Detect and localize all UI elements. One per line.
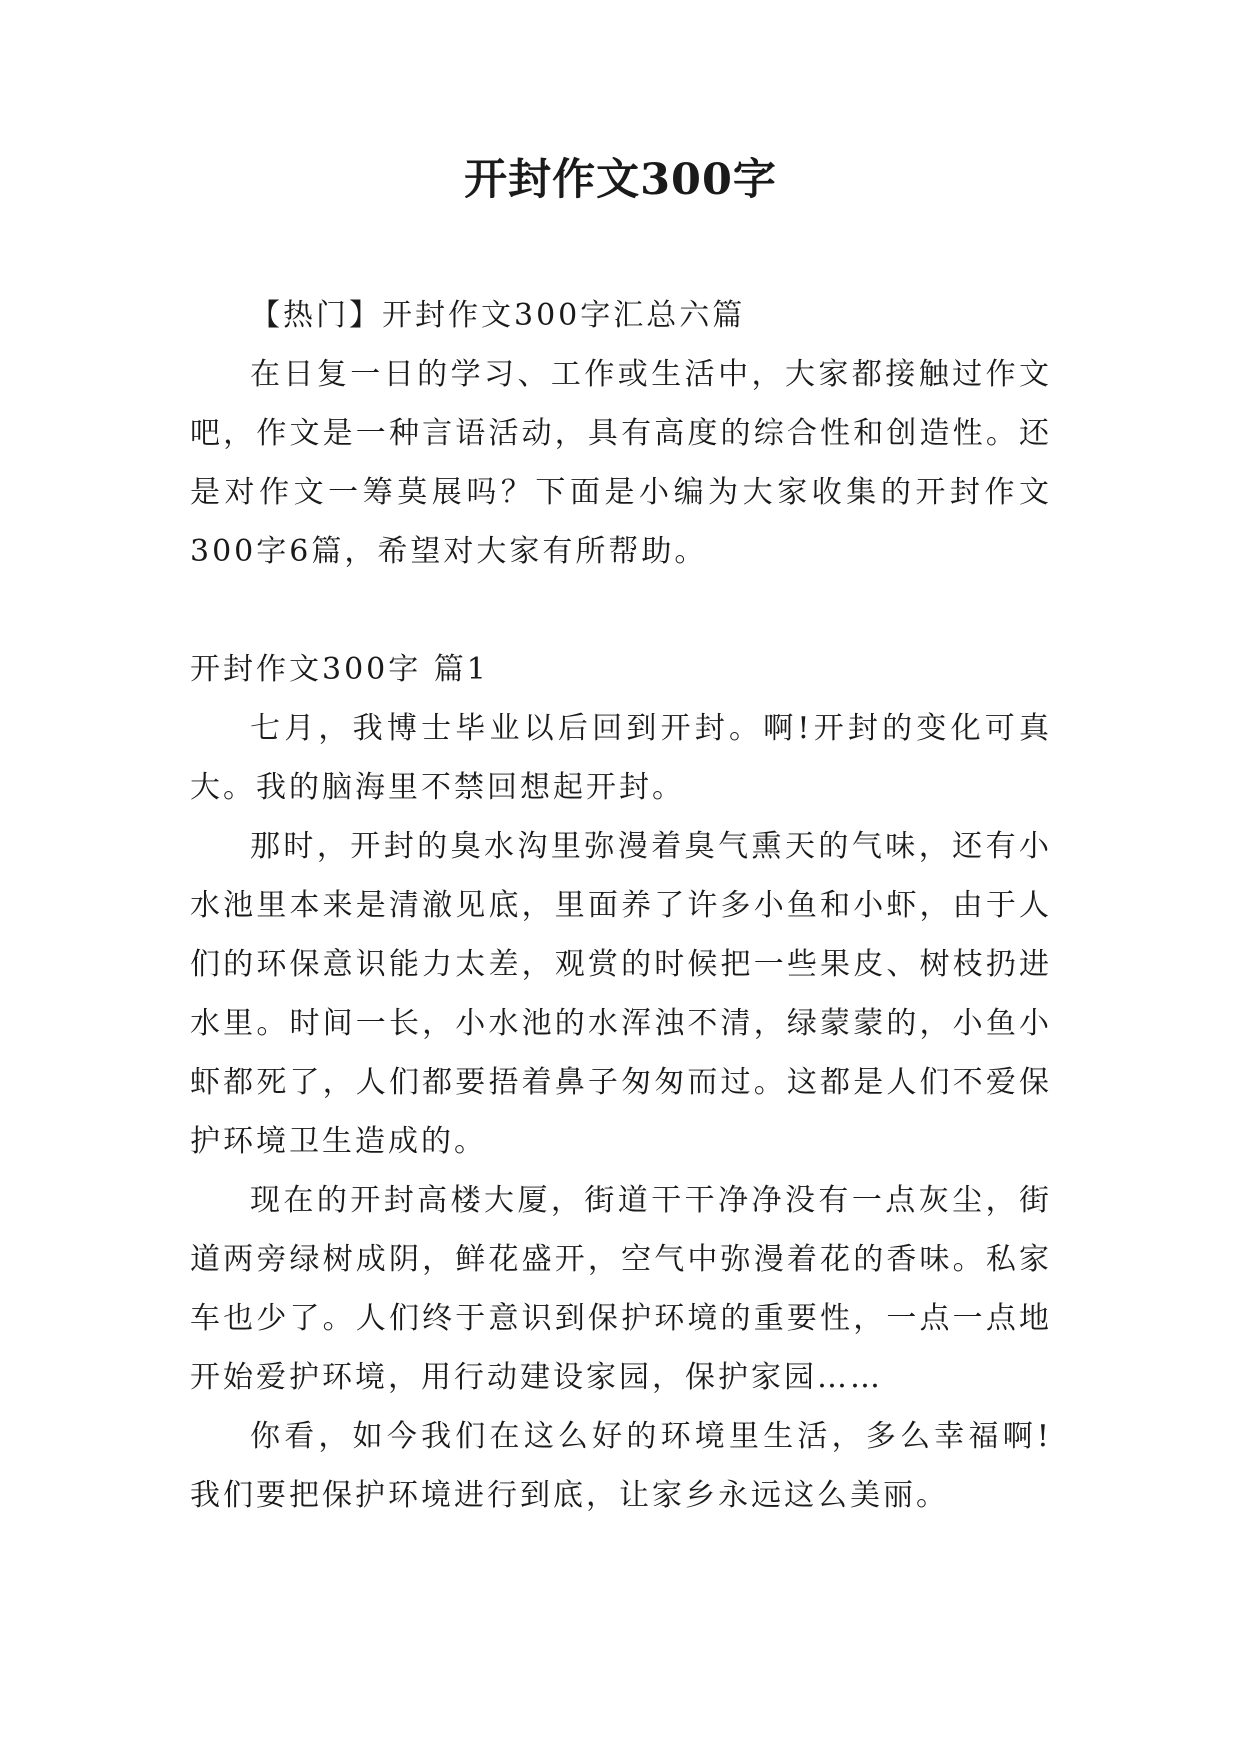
intro-paragraph: 在日复一日的学习、工作或生活中，大家都接触过作文吧，作文是一种言语活动，具有高度的综合性和创造性。还是对作文一筹莫展吗？下面是小编为大家收集的开封作文300字6篇，希望对大家有所帮助。 [190,357,1052,569]
body-paragraph: 那时，开封的臭水沟里弥漫着臭气熏天的气味，还有小水池里本来是清澈见底，里面养了许多小鱼和小虾，由于人们的环保意识能力太差，观赏的时候把一些果皮、树枝扔进水里。时间一长，小水池的水浑浊不清，绿蒙蒙的，小鱼小虾都死了，人们都要捂着鼻子匆匆而过。这都是人们不爱保护环境卫生造成的。 [190,829,1052,1159]
section-heading: 开封作文300字 篇1 [190,652,489,687]
body-paragraph: 七月，我博士毕业以后回到开封。啊!开封的变化可真大。我的脑海里不禁回想起开封。 [190,711,1052,805]
intro-heading: 【热门】开封作文300字汇总六篇 [250,298,746,333]
body-paragraph: 你看，如今我们在这么好的环境里生活，多么幸福啊!我们要把保护环境进行到底，让家乡永远这么美丽。 [190,1419,1052,1513]
document-body [190,286,1052,1525]
body-paragraph: 现在的开封高楼大厦，街道干干净净没有一点灰尘，街道两旁绿树成阴，鲜花盛开，空气中弥漫着花的香味。私家车也少了。人们终于意识到保护环境的重要性，一点一点地开始爱护环境，用行动建设家园，保护家园…… [190,1183,1052,1395]
page-title: 开封作文300字 [464,155,777,205]
